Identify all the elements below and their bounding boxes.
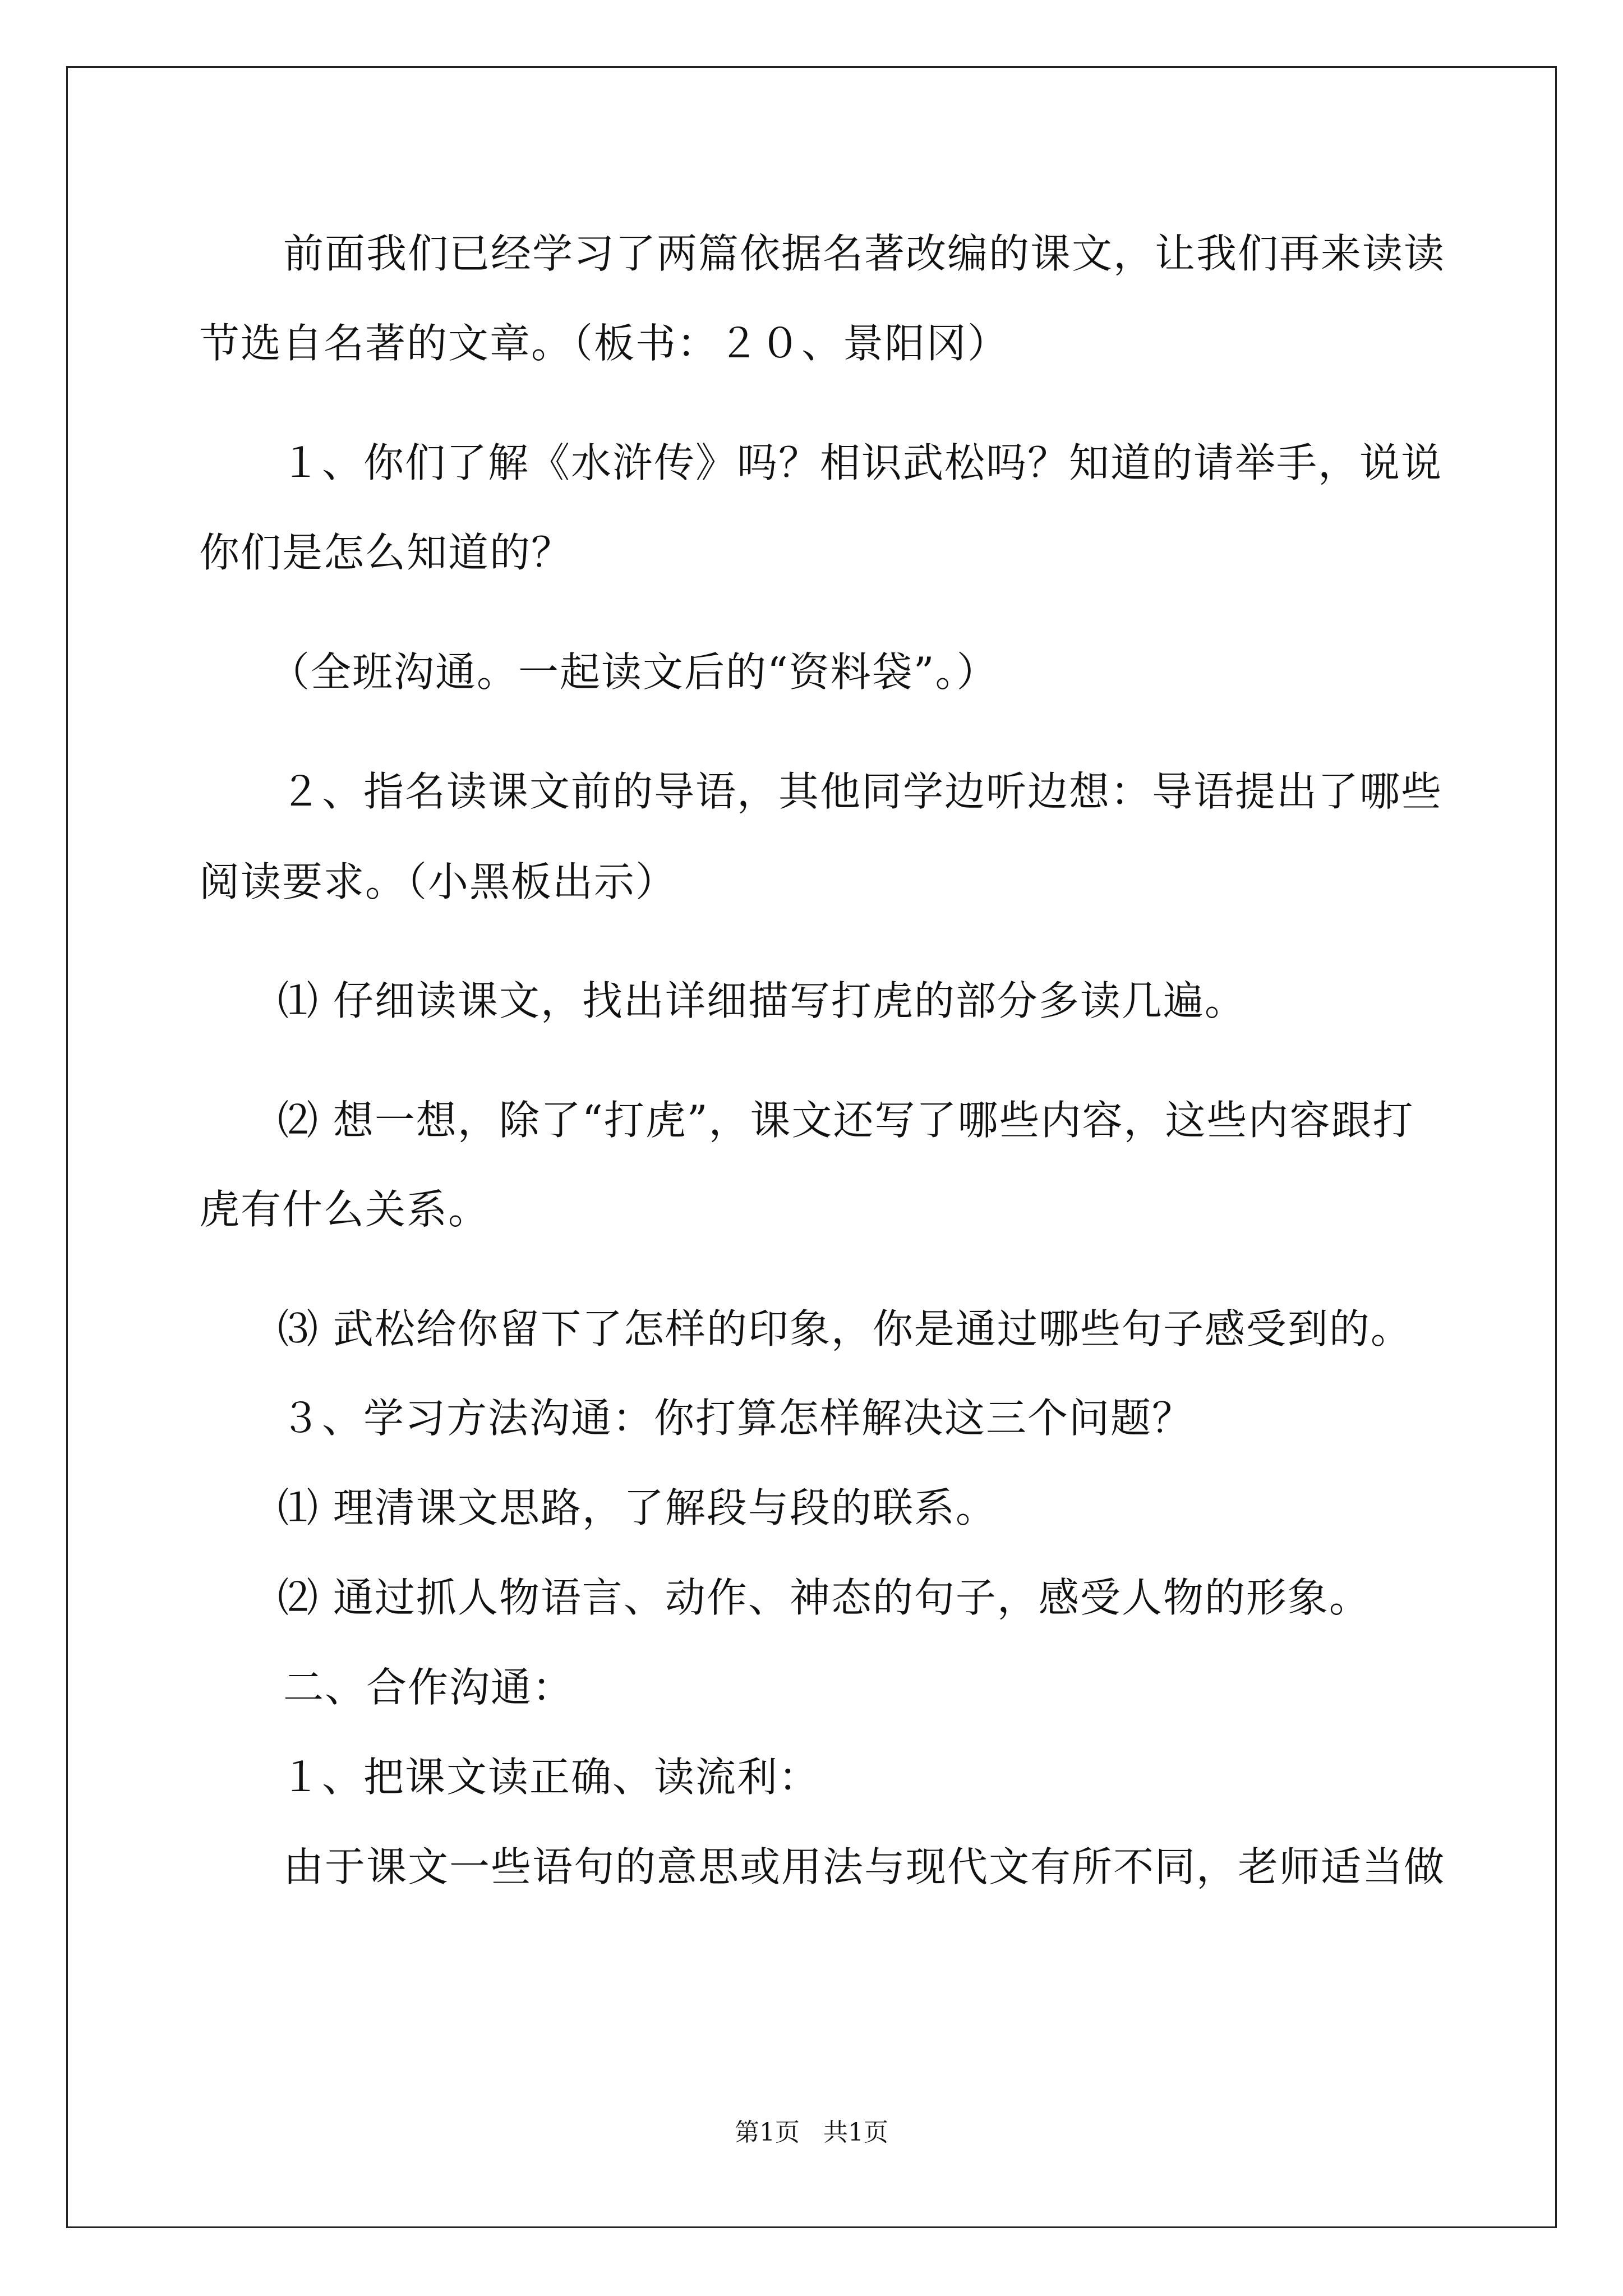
body-line: ⑵ 想一想，除了“打虎”，课文还写了哪些内容，这些内容跟打 [278, 1097, 1414, 1144]
body-line: 前面我们已经学习了两篇依据名著改编的课文，让我们再来读读 [283, 230, 1446, 277]
body-line: ⑶ 武松给你留下了怎样的印象，你是通过哪些句子感受到的。 [278, 1305, 1412, 1352]
body-line: 你们是怎么知道的？ [199, 529, 573, 576]
page-border [66, 66, 1557, 2228]
body-line: 二、合作沟通： [283, 1664, 574, 1711]
body-line: ⑴ 仔细读课文，找出详细描写打虎的部分多读几遍。 [278, 977, 1246, 1024]
body-line: ⑴ 理清课文思路，了解段与段的联系。 [278, 1484, 997, 1531]
body-line: 节选自名著的文章。（板书：２０、景阳冈） [199, 320, 1009, 367]
body-line: 由于课文一些语句的意思或用法与现代文有所不同，老师适当做 [283, 1843, 1446, 1890]
body-line: ⑵ 通过抓人物语言、动作、神态的句子，感受人物的形象。 [278, 1574, 1371, 1621]
body-line: 阅读要求。（小黑板出示） [199, 858, 677, 905]
body-line: 虎有什么关系。 [199, 1186, 490, 1233]
page-footer: 第1页 共1页 [735, 2118, 888, 2147]
body-line: １、你们了解《水浒传》吗？相识武松吗？知道的请举手，说说 [280, 439, 1443, 486]
body-line: （全班沟通。一起读文后的“资料袋”。） [269, 648, 998, 696]
body-line: ３、学习方法沟通：你打算怎样解决这三个问题？ [280, 1395, 1194, 1442]
body-line: １、把课文读正确、读流利： [280, 1754, 820, 1801]
body-line: ２、指名读课文前的导语，其他同学边听边想：导语提出了哪些 [280, 768, 1443, 815]
